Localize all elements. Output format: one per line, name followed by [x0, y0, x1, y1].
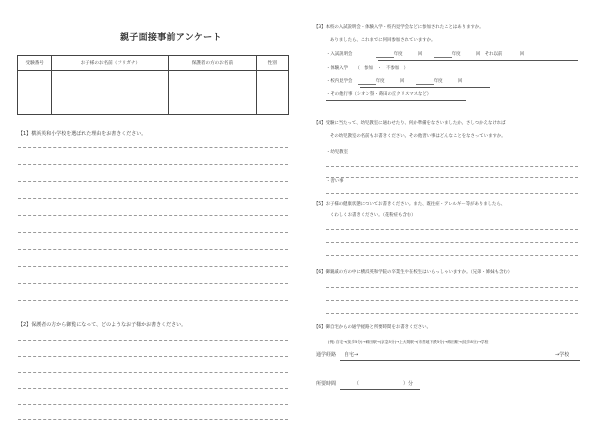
q3-seminar-label: ・入試説明会: [326, 52, 353, 57]
q3-trial-options[interactable]: （ 参加 ・ 不参加 ）: [355, 66, 409, 71]
question-3-line2: ありましたら、これまでに何回参加されていますか。: [330, 38, 436, 43]
q3-seminar-row: ・入試説明会 年度 回 年度 回 それ以前 回: [326, 52, 525, 57]
question-1-text: 横浜英和小学校を選ばれた理由をお書きください。: [31, 131, 147, 137]
question-commute: [314, 325, 431, 331]
question-5-line2: くわしくお書きください。（花粉症も含む）: [330, 213, 416, 218]
question-4-line1: 受験に当たって、幼児教室に通わせたり、何か準備をなさいましたか。さしつかえなければ: [325, 121, 506, 126]
commute-example: (例) 自宅→(徒歩5分)→蒔田駅→(京急5分)→上大岡駅→(市営地下鉄5分)→蒔田駅→(徒歩8分)→学校: [328, 340, 489, 344]
question-commute-text: 御自宅からの通学経路と所要時間をお書きください。: [325, 325, 431, 330]
route-label: 通学経路: [316, 352, 337, 358]
question-2: [18, 321, 186, 328]
gender-cell[interactable]: [256, 71, 288, 115]
q3-seminar-underline: [378, 60, 578, 61]
q4-lessons-label: ・習い事: [326, 179, 344, 184]
time-close-paren: ）分: [403, 381, 414, 387]
q3-visit-row: ・校内見学会 年度 回 年度 回: [326, 79, 463, 84]
parent-name-cell[interactable]: [169, 71, 256, 115]
question-1: [18, 130, 146, 137]
time-label: 所要時間: [316, 381, 337, 387]
question-5-line1: お子様の健康状態についてお書きください。また、既往症・アレルギー等がありましたら、: [325, 202, 506, 207]
time-open-paren: （: [354, 381, 360, 387]
question-3: [314, 25, 484, 31]
q3-other-events: ・その他行事（シオン祭・蒔田の丘クリスマスなど）: [326, 92, 432, 97]
page-title: 親子面接事前アンケート: [120, 33, 222, 43]
q3-other-underline: [326, 100, 466, 101]
q3-seminar-year2-field[interactable]: [434, 52, 452, 58]
applicant-info-table: [17, 55, 289, 115]
exam-number-cell[interactable]: [18, 71, 52, 115]
question-6-number: 【6】: [314, 270, 326, 275]
route-underline[interactable]: [340, 360, 580, 361]
q3-visit-label: ・校内見学会: [326, 79, 353, 84]
header-exam-number: 受験番号: [18, 56, 52, 71]
question-4: [314, 121, 506, 127]
question-4-line2: その幼児教室の名前もお書きください。その他習い事はどんなことをなさっていますか。: [330, 134, 506, 139]
time-underline[interactable]: [340, 389, 420, 390]
question-commute-number: 【6】: [314, 325, 326, 330]
header-parent-name: 保護者の方のお名前: [169, 56, 256, 71]
route-end: →学校: [555, 352, 570, 358]
question-1-number: 【1】: [18, 131, 32, 137]
question-3-number: 【3】: [314, 25, 326, 30]
header-child-name: お子様のお名前（フリガナ）: [52, 56, 169, 71]
q3-visit-year2-field[interactable]: [416, 79, 434, 85]
route-start: 自宅→: [344, 352, 359, 358]
q3-trial-label: ・体験入学: [326, 66, 348, 71]
question-5-number: 【5】: [314, 202, 326, 207]
question-5: [314, 202, 505, 208]
child-name-cell[interactable]: [52, 71, 169, 115]
question-6: [314, 270, 512, 276]
q3-visit-year1-field[interactable]: [358, 79, 376, 85]
header-gender: 性別: [256, 56, 288, 71]
question-2-number: 【2】: [18, 322, 32, 328]
q3-trial-row: [326, 66, 408, 72]
question-2-text: 保護者の方から御覧になって、どのようなお子様かお書きください。: [31, 322, 187, 328]
q3-seminar-year1-field[interactable]: [376, 52, 394, 58]
q4-prep-school-label: ・幼児教室: [326, 150, 348, 155]
question-6-text: 御親戚の方の中に横浜英和学院の卒業生や在校生はいらっしゃいますか。（兄弟・姉妹も含む）: [325, 270, 513, 275]
q3-visit-underline: [360, 87, 490, 88]
question-3-line1: 本校の入試説明会・体験入学・校内見学会などに参加されたことはありますか。: [325, 25, 484, 30]
question-4-number: 【4】: [314, 121, 326, 126]
